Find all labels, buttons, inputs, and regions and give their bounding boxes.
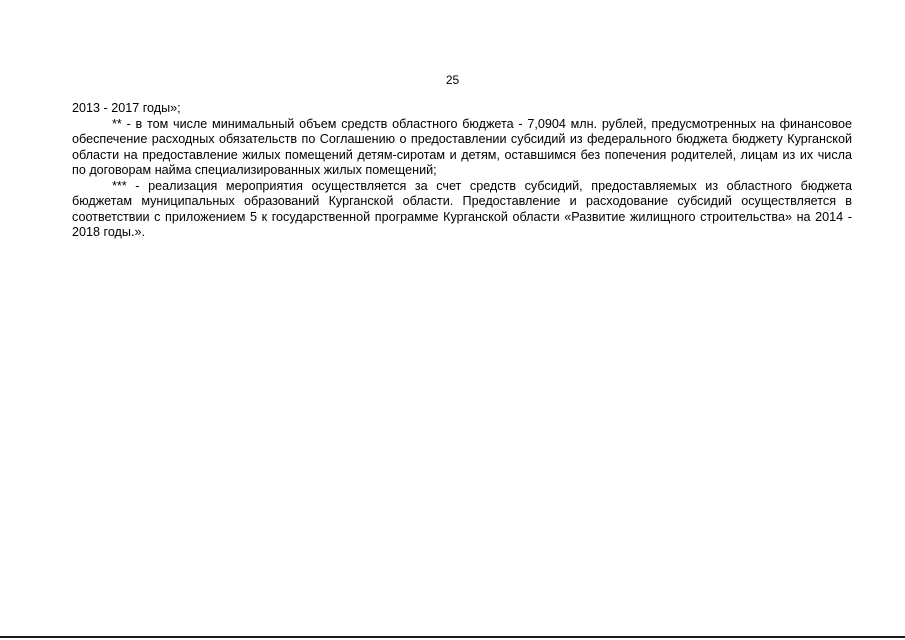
paragraph-period-continuation: 2013 - 2017 годы»;: [72, 101, 181, 115]
page-number: 25: [445, 73, 460, 87]
paragraph-footnote-triple-asterisk: *** - реализация мероприятия осуществляется за счет средств субсидий, предоставляемых из областного бюджета бюджетам муниципальных образований Курганской области. Предоставление и расходование субсидий осуществляется в соответствии с приложением 5 к государственной программе Курганской области «Развитие жилищного строительства» на 2014 - 2018 годы.».: [72, 178, 852, 239]
paragraph-footnote-double-asterisk: ** - в том числе минимальный объем средств областного бюджета - 7,0904 млн. рублей, предусмотренных на финансовое обеспечение расходных обязательств по Соглашению о предоставлении субсидий из федерального бюджета бюджету Курганской области на предоставление жилых помещений детям-сиротам и детям, оставшимся без попечения родителей, лицам из их числа по договорам найма специализированных жилых помещений;: [72, 116, 852, 177]
bottom-rule-line: [0, 636, 905, 638]
document-body: [72, 101, 852, 241]
